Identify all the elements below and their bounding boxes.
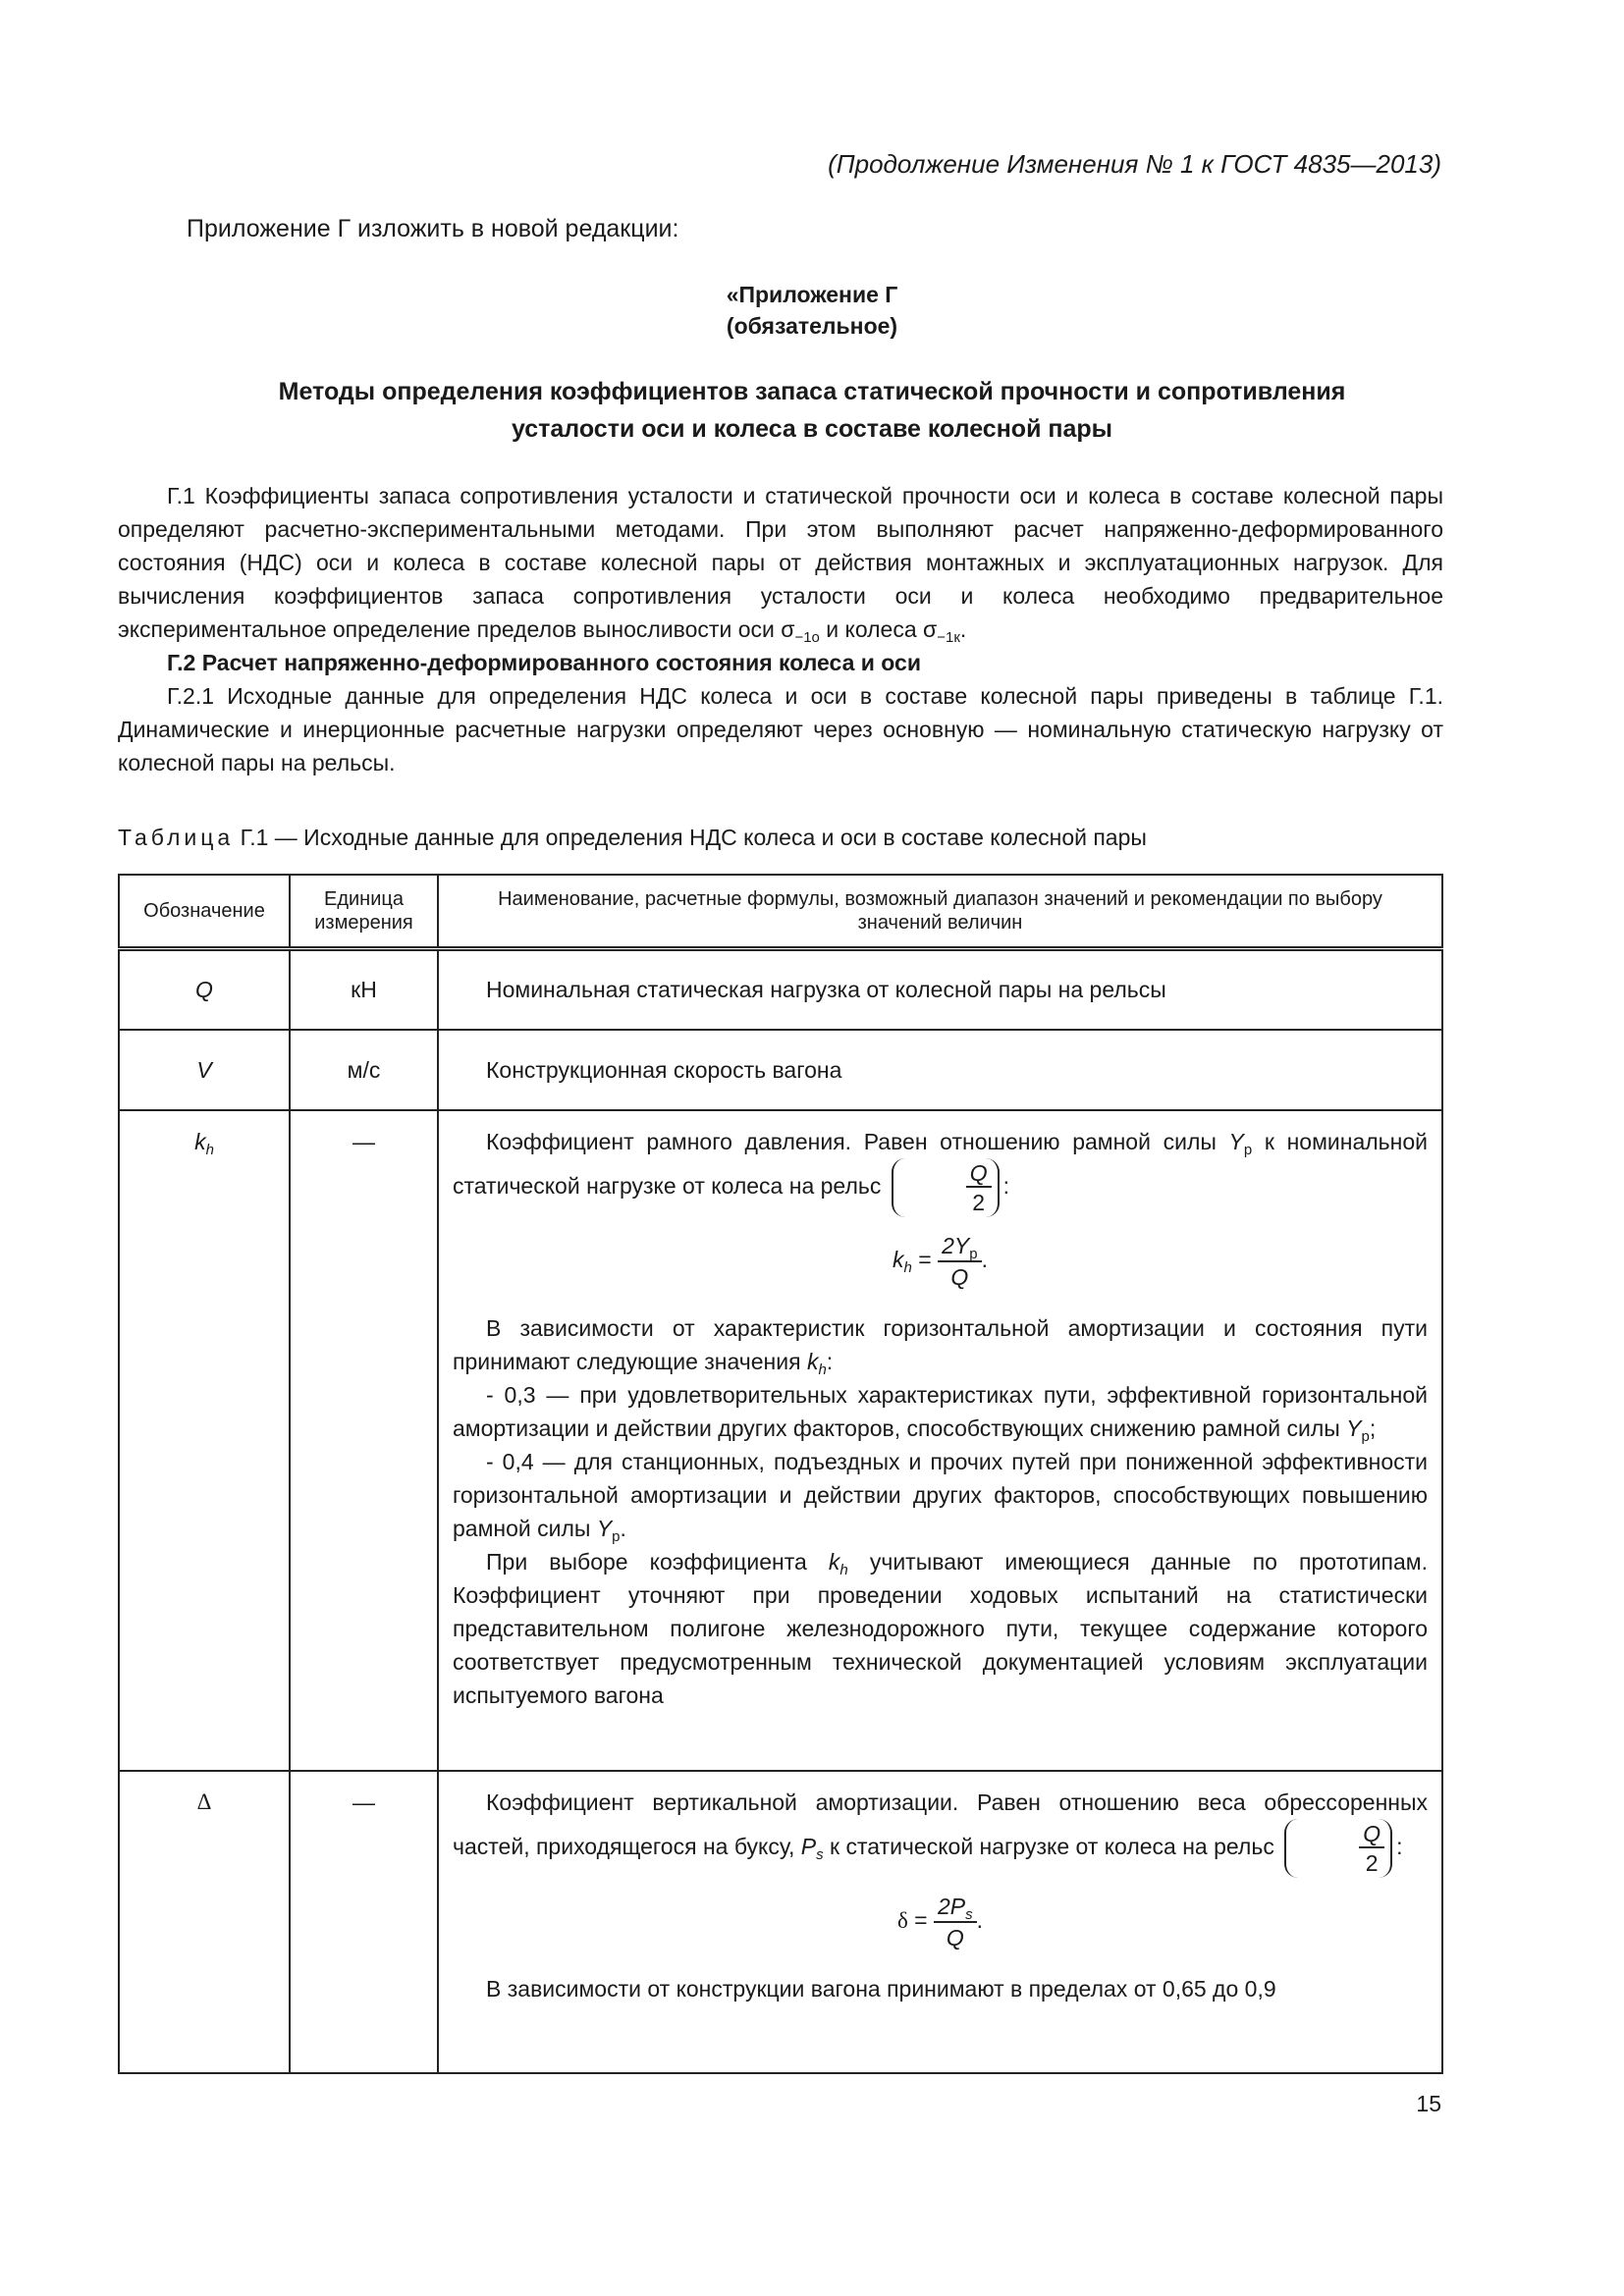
text: . (620, 1515, 626, 1541)
denominator: 2 (1365, 1849, 1379, 1876)
text: : (826, 1348, 834, 1374)
text: Коэффициент рамного давления. Равен отношению рамной силы (486, 1128, 1229, 1154)
header-cell: Наименование, расчетные формулы, возможный диапазон значений и рекомендации по выбору значений величин (438, 875, 1442, 949)
table-header-row (119, 875, 1442, 949)
subscript: h (205, 1141, 214, 1158)
subscript: s (965, 1905, 973, 1923)
denominator: Q (946, 1924, 964, 1950)
caption-text: Г.1 — Исходные данные для определения НДС колеса и оси в составе колесной пары (234, 825, 1147, 850)
text: При выборе коэффициента (486, 1548, 829, 1575)
subscript: p (1361, 1427, 1370, 1445)
subscript: h (903, 1258, 912, 1276)
text: : (1002, 1172, 1010, 1199)
fraction-q-over-2 (1284, 1819, 1392, 1878)
numerator: Q (966, 1160, 992, 1188)
subscript: p (612, 1527, 621, 1545)
appendix-title: «Приложение Г (726, 282, 898, 307)
subscript: p (1243, 1141, 1253, 1158)
equals: = (907, 1906, 935, 1933)
kh-value-04 (453, 1445, 1428, 1545)
header-cell: Обозначение (119, 875, 290, 949)
var: k (828, 1548, 840, 1575)
text: ; (1369, 1415, 1377, 1441)
text: В зависимости от характеристик горизонтальной амортизации и состояния пути принимают следующие значения (453, 1314, 1428, 1374)
subscript: −1о (794, 629, 820, 646)
description-cell (438, 1771, 1442, 2073)
appendix-status: (обязательное) (726, 313, 898, 339)
symbol-cell: V (119, 1030, 290, 1110)
text: к статической нагрузке от колеса на рельс (823, 1833, 1281, 1859)
subscript: h (818, 1361, 827, 1378)
text: Коэффициент вертикальной амортизации. Равен отношению веса обрессоренных частей, приходящегося на буксу, (453, 1789, 1428, 1859)
subscript: s (816, 1845, 824, 1863)
table-row (119, 1110, 1442, 1771)
delta-range: В зависимости от конструкции вагона принимают в пределах от 0,65 до 0,9 (486, 1975, 1276, 2002)
unit-cell: м/с (290, 1030, 438, 1110)
text: k (194, 1128, 206, 1154)
page-number: 15 (1416, 2091, 1441, 2116)
paragraph-g1 (118, 479, 1443, 646)
body-text (118, 479, 1443, 779)
heading-line-2: усталости оси и колеса в составе колесной пары (511, 415, 1113, 443)
denominator: 2 (972, 1189, 986, 1215)
kh-values-intro (453, 1311, 1428, 1378)
caption-label: Таблица (118, 825, 235, 850)
text: и колеса σ (819, 616, 938, 642)
subscript: h (839, 1561, 848, 1578)
fraction-q-over-2 (892, 1158, 1000, 1217)
delta-formula (453, 1892, 1428, 1952)
equals: = (911, 1246, 939, 1272)
kh-value-03 (453, 1378, 1428, 1445)
denominator: Q (950, 1263, 969, 1290)
subscript: p (969, 1245, 978, 1262)
subscript: −1к (937, 629, 960, 646)
table-row (119, 1771, 1442, 2073)
kh-selection-note (453, 1545, 1428, 1712)
delta-definition (453, 1786, 1428, 1878)
var: k (806, 1348, 819, 1374)
text: учитывают имеющиеся данные по прототипам. Коэффициент уточняют при проведении ходовых испытаний на статистически представительном полигоне железнодорожного пути, текущее содержание которого соответствует предусмотренным технической документацией условиям эксплуатации испытуемого вагона (453, 1548, 1428, 1708)
table-row (119, 949, 1442, 1030)
numerator (938, 1231, 981, 1262)
header-cell: Единица измерения (290, 875, 438, 949)
var: k (893, 1246, 904, 1272)
table-row (119, 1030, 1442, 1110)
text: - 0,3 — при удовлетворительных характеристиках пути, эффективной горизонтальной амортизации и действии других факторов, способствующих снижению рамной силы (453, 1381, 1428, 1441)
description-cell: Номинальная статическая нагрузка от колесной пары на рельсы (438, 949, 1442, 1030)
paragraph-g21: Г.2.1 Исходные данные для определения НДС колеса и оси в составе колесной пары приведены в таблице Г.1. Динамические и инерционные расчетные нагрузки определяют через основную — номинальную статическую нагрузку от колесной пары на рельсы. (118, 683, 1443, 775)
text: . (959, 616, 967, 642)
var: δ (896, 1907, 908, 1933)
text: 2Y (942, 1232, 970, 1258)
unit-cell: — (290, 1110, 438, 1771)
data-table (118, 874, 1443, 2074)
section-heading (0, 373, 1624, 448)
symbol-cell: Q (119, 949, 290, 1030)
numerator (934, 1892, 977, 1923)
text: - 0,4 — для станционных, подъездных и прочих путей при пониженной эффективности горизонтальной амортизации и действии других факторов, способствующих повышению рамной силы (453, 1448, 1428, 1541)
var: P (800, 1833, 817, 1859)
var: Y (596, 1515, 613, 1541)
description-cell: Конструкционная скорость вагона (438, 1030, 1442, 1110)
heading-line-1: Методы определения коэффициентов запаса статической прочности и сопротивления (278, 378, 1346, 405)
kh-definition (453, 1125, 1428, 1217)
intro-text: Приложение Г изложить в новой редакции: (187, 215, 679, 242)
text: к номинальной статической нагрузке от колеса на рельс (453, 1128, 1428, 1199)
numerator: Q (1359, 1821, 1384, 1848)
kh-formula (453, 1231, 1428, 1292)
symbol-cell: Δ (119, 1771, 290, 2073)
section-g2-heading: Г.2 Расчет напряженно-деформированного состояния колеса и оси (167, 650, 921, 675)
symbol-cell (119, 1110, 290, 1771)
text: 2P (938, 1893, 966, 1919)
unit-cell: — (290, 1771, 438, 2073)
var: Y (1346, 1415, 1362, 1441)
description-cell (438, 1110, 1442, 1771)
var: Y (1228, 1128, 1244, 1154)
table-caption (118, 821, 1147, 854)
text: . (976, 1906, 984, 1933)
running-header: (Продолжение Изменения № 1 к ГОСТ 4835—2013) (828, 149, 1441, 179)
text: . (981, 1246, 988, 1272)
text: Г.1 Коэффициенты запаса сопротивления усталости и статической прочности оси и колеса в составе колесной пары определяют расчетно-экспериментальными методами. При этом выполняют расчет напряженно-деформированного состояния (НДС) оси и колеса в составе колесной пары от действия монтажных и эксплуатационных нагрузок. Для вычисления коэффициентов запаса сопротивления усталости оси и колеса необходимо предварительное экспериментальное определение пределов выносливости оси σ (118, 483, 1443, 642)
unit-cell: кН (290, 949, 438, 1030)
text: : (1396, 1833, 1403, 1859)
